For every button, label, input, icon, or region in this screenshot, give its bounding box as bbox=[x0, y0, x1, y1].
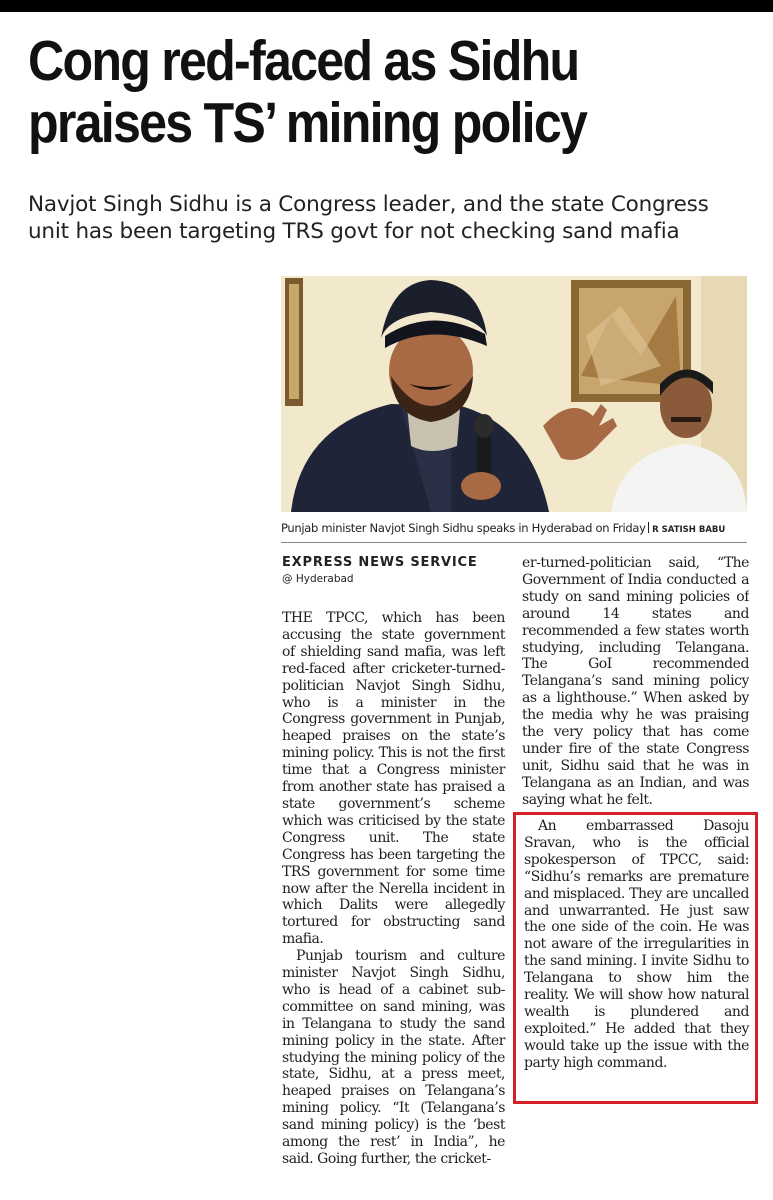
caption-separator bbox=[648, 522, 650, 533]
headline-line-1: Cong red-faced as Sidhu bbox=[28, 29, 579, 93]
article-column-1 bbox=[282, 610, 505, 1168]
photo-illustration bbox=[281, 276, 747, 512]
red-highlight-box bbox=[513, 812, 758, 1104]
news-photo bbox=[281, 276, 747, 512]
photo-caption-line bbox=[281, 521, 761, 535]
article-paragraph: Punjab tourism and culture minister Navjot Singh Sidhu, who is head of a cabinet sub-committee on sand mining, was in Telangana to study the sand mining policy in the state. After studying the mining policy of the state, Sidhu, at a press meet, heaped praises on Telangana’s mining policy. “It (Telangana’s sand mining policy) is the ‘best among the rest’ in India”, he said. Going further, the cricket- bbox=[282, 948, 505, 1167]
byline-agency: EXPRESS NEWS SERVICE bbox=[282, 555, 478, 570]
caption-rule bbox=[281, 542, 747, 543]
photo-credit: R SATISH BABU bbox=[652, 525, 726, 535]
article-paragraph: THE TPCC, which has been accusing the state government of shielding sand mafia, was left red-faced after cricketer-turned-politician Navjot Singh Sidhu, who is a minister in the Congress government in Punjab, heaped praises on the state’s mining policy. This is not the first time that a Congress minister from another state has praised a state government’s scheme which was criticised by the state Congress unit. The state Congress has been targeting the TRS government for some time now after the Nerella incident in which Dalits were allegedly tortured for obstructing sand mafia. bbox=[282, 610, 505, 948]
headline bbox=[28, 30, 679, 154]
dateline: @ Hyderabad bbox=[282, 573, 354, 585]
top-black-bar bbox=[0, 0, 773, 12]
standfirst-line-1: Navjot Singh Sidhu is a Congress leader, and the state Congress bbox=[28, 192, 709, 217]
standfirst-line-2: unit has been targeting TRS govt for not checking sand mafia bbox=[28, 219, 680, 244]
standfirst bbox=[28, 191, 758, 245]
article-column-2 bbox=[522, 555, 749, 817]
headline-line-2: praises TS’ mining policy bbox=[28, 91, 587, 155]
article-paragraph: er-turned-politician said, “The Government of India conducted a study on sand mining policies of around 14 states and recommended a few states worth studying, including Telangana. The GoI recommended Telangana’s sand mining policy as a lighthouse.” When asked by the media why he was praising the very policy that has come under fire of the state Congress unit, Sidhu said that he was in Telangana as an Indian, and was saying what he felt. bbox=[522, 555, 749, 808]
article-paragraph-highlighted: An embarrassed Dasoju Sravan, who is the official spokesperson of TPCC, said: “Sidhu’s remarks are premature and misplaced. They are uncalled and unwarranted. He just saw the one side of the coin. He was not aware of the irregularities in the sand mining. I invite Sidhu to Telangana to show him the reality. We will show how natural wealth is plundered and exploited.” He added that they would take up the issue with the party high command. bbox=[524, 818, 749, 1071]
photo-caption: Punjab minister Navjot Singh Sidhu speaks in Hyderabad on Friday bbox=[281, 521, 646, 535]
